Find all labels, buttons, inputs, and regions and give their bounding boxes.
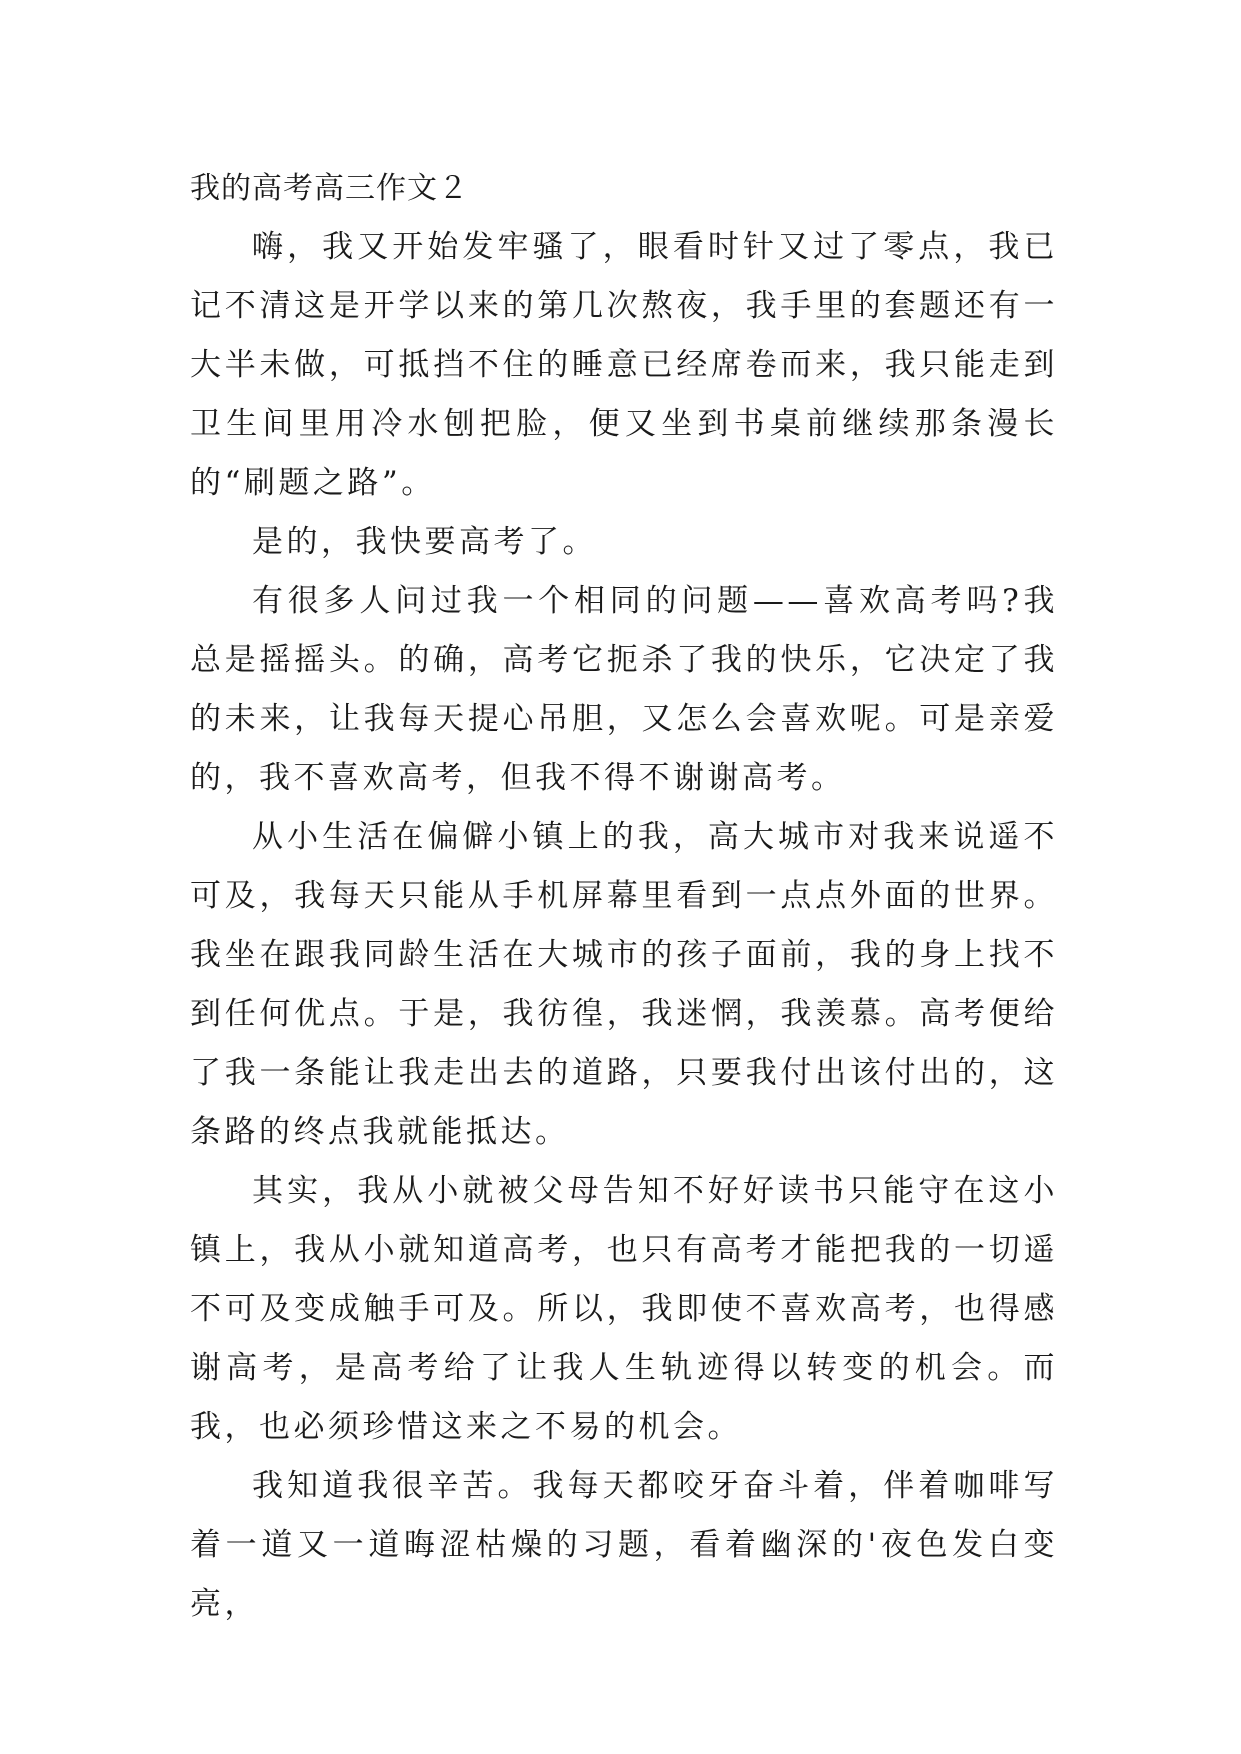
- document-title: 我的高考高三作文２: [190, 171, 469, 206]
- paragraph-5: 其实，我从小就被父母告知不好好读书只能守在这小镇上，我从小就知道高考，也只有高考才能把我的一切遥不可及变成触手可及。所以，我即使不喜欢高考，也得感谢高考，是高考给了让我人生轨迹得以转变的机会。而我，也必须珍惜这来之不易的机会。: [190, 1173, 1058, 1445]
- paragraph-1: 嗨，我又开始发牢骚了，眼看时针又过了零点，我已记不清这是开学以来的第几次熬夜，我手里的套题还有一大半未做，可抵挡不住的睡意已经席卷而来，我只能走到卫生间里用冷水刨把脸，便又坐到书桌前继续那条漫长的“刷题之路”。: [190, 229, 1058, 501]
- paragraph-4: 从小生活在偏僻小镇上的我，高大城市对我来说遥不可及，我每天只能从手机屏幕里看到一点点外面的世界。我坐在跟我同龄生活在大城市的孩子面前，我的身上找不到任何优点。于是，我彷徨，我迷惘，我羡慕。高考便给了我一条能让我走出去的道路，只要我付出该付出的，这条路的终点我就能抵达。: [190, 819, 1058, 1150]
- document-body: [190, 160, 1058, 1634]
- paragraph-2: 是的，我快要高考了。: [252, 524, 597, 560]
- paragraph-3: 有很多人问过我一个相同的问题——喜欢高考吗?我总是摇摇头。的确，高考它扼杀了我的快乐，它决定了我的未来，让我每天提心吊胆，又怎么会喜欢呢。可是亲爱的，我不喜欢高考，但我不得不谢谢高考。: [190, 583, 1058, 796]
- paragraph-6: 我知道我很辛苦。我每天都咬牙奋斗着，伴着咖啡写着一道又一道晦涩枯燥的习题，看着幽深的'夜色发白变亮，: [190, 1468, 1058, 1622]
